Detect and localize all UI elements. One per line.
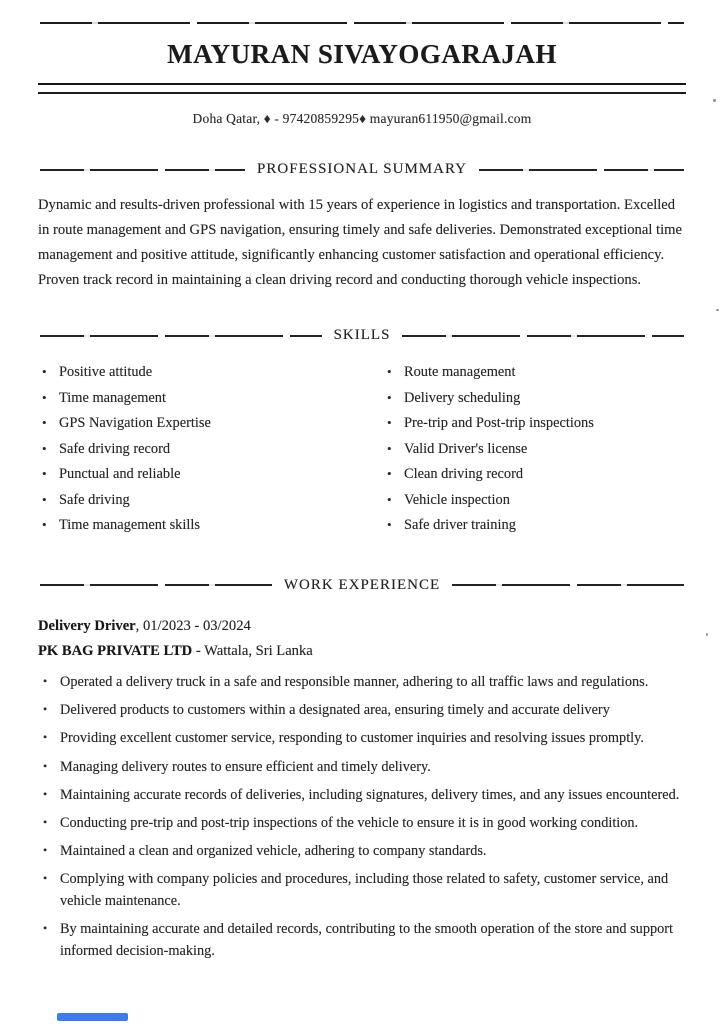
experience-bullet: • Conducting pre-trip and post-trip inspections of the vehicle to ensure it is in good working condition. <box>42 813 690 835</box>
skill-item: • Delivery scheduling <box>385 390 704 407</box>
experience-bullet: • Maintained a clean and organized vehicle, adhering to company standards. <box>42 841 690 863</box>
skill-item: • Vehicle inspection <box>385 492 704 509</box>
skill-item: • GPS Navigation Expertise <box>40 415 359 432</box>
header-double-rule <box>38 83 686 94</box>
rule-right <box>452 584 684 586</box>
top-rule <box>40 21 684 24</box>
section-header-experience <box>40 577 684 594</box>
page-title: MAYURAN SIVAYOGARAJAH <box>167 39 557 69</box>
job-role: Delivery Driver <box>38 617 136 634</box>
skills-column-right <box>359 364 704 543</box>
skill-item: • Positive attitude <box>40 364 359 381</box>
job-location: - Wattala, Sri Lanka <box>192 642 313 659</box>
experience-bullet: • By maintaining accurate and detailed records, contributing to the smooth operation of the store and support informed decision-making. <box>42 919 690 962</box>
job-company: PK BAG PRIVATE LTD <box>38 642 193 659</box>
skill-item: • Time management <box>40 390 359 407</box>
horizontal-scrollbar-thumb[interactable] <box>57 1013 128 1021</box>
section-title-skills: SKILLS <box>333 327 391 344</box>
scan-speck <box>716 309 719 311</box>
rule-right <box>479 169 684 171</box>
skill-item: • Route management <box>385 364 704 381</box>
section-title-experience: WORK EXPERIENCE <box>283 576 441 593</box>
scan-speck <box>706 633 708 636</box>
rule-left <box>40 335 322 337</box>
section-header-summary <box>40 161 684 178</box>
skills-column-left <box>22 364 359 543</box>
skill-item: • Time management skills <box>40 517 359 534</box>
experience-bullet: • Delivered products to customers within a designated area, ensuring timely and accurate delivery <box>42 700 690 722</box>
job-title-line <box>38 618 686 635</box>
experience-bullet: • Providing excellent customer service, responding to customer inquiries and resolving issues promptly. <box>42 728 690 750</box>
skills-list <box>22 364 704 543</box>
experience-bullet: • Managing delivery routes to ensure efficient and timely delivery. <box>42 757 690 779</box>
experience-bullet: • Complying with company policies and procedures, including those related to safety, customer service, and vehicle maintenance. <box>42 869 690 912</box>
rule-right <box>402 335 684 337</box>
skill-item: • Safe driver training <box>385 517 704 534</box>
section-title-summary: PROFESSIONAL SUMMARY <box>257 161 467 177</box>
skill-item: • Pre-trip and Post-trip inspections <box>385 415 704 432</box>
skill-item: • Clean driving record <box>385 466 704 483</box>
skill-item: • Valid Driver's license <box>385 441 704 458</box>
job-company-line <box>38 643 686 660</box>
contact-line: Doha Qatar, ♦ - 97420859295♦ mayuran611950@gmail.com <box>192 111 532 126</box>
scan-speck <box>713 99 716 102</box>
experience-bullet-list <box>42 672 690 963</box>
experience-bullet: • Maintaining accurate records of deliveries, including signatures, delivery times, and any issues encountered. <box>42 785 690 807</box>
rule-left <box>40 584 272 586</box>
job-dates: , 01/2023 - 03/2024 <box>135 617 251 634</box>
summary-paragraph: Dynamic and results-driven professional with 15 years of experience in logistics and transportation. Excelled in route management and GPS navigation, ensuring timely and safe deliveries. Demonstrated exceptional time management and positive attitude, significantly enhancing customer satisfaction and operational efficiency. Proven track record in maintaining a clean driving record and conducting thorough vehicle inspections. <box>38 197 682 289</box>
skill-item: • Punctual and reliable <box>40 466 359 483</box>
section-header-skills <box>40 327 684 344</box>
skill-item: • Safe driving <box>40 492 359 509</box>
experience-bullet: • Operated a delivery truck in a safe and responsible manner, adhering to all traffic laws and regulations. <box>42 672 690 694</box>
skill-item: • Safe driving record <box>40 441 359 458</box>
rule-left <box>40 169 245 171</box>
